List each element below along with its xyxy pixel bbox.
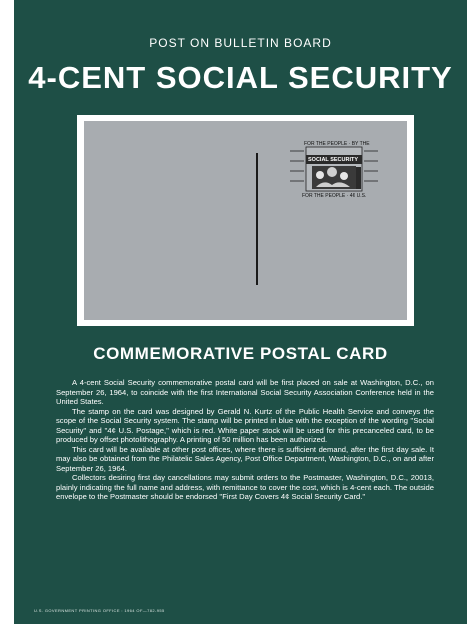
page-title: 4-CENT SOCIAL SECURITY bbox=[28, 60, 453, 95]
postal-card-frame bbox=[77, 115, 414, 326]
printing-office-footer: U.S. GOVERNMENT PRINTING OFFICE : 1964 OF—782-955 bbox=[34, 608, 165, 613]
stamp-middle-text: SOCIAL SECURITY bbox=[308, 157, 359, 163]
postal-card bbox=[84, 121, 407, 320]
paragraph-intro: A 4-cent Social Security commemorative postal card will be first placed on sale at Washington, D.C., on September 26, 1964, to coincide with the first International Social Security Association Conference held in the United States. bbox=[56, 378, 434, 406]
paragraph-first-day-covers: Collectors desiring first day cancellations may submit orders to the Postmaster, Washington, D.C., 20013, plainly indicating the full name and address, with remittance to cover the cost, which is 4-cent each. The outside envelope to the Postmaster should be endorsed ''First Day Covers 4¢ Social Security Card.'' bbox=[56, 473, 434, 501]
paragraph-design: The stamp on the card was designed by Gerald N. Kurtz of the Public Health Service and conveys the scope of the Social Security system. The stamp will be printed in blue with the exception of the wording ''Social Security'' and ''4¢ U.S. Postage,'' which is red. White paper stock will be used for this precanceled card, to be produced by offset photolithography. A printing of 50 million has been authorized. bbox=[56, 406, 434, 444]
stamp-bottom-text: FOR THE PEOPLE · 4¢ U.S. bbox=[302, 193, 367, 199]
body-text bbox=[56, 378, 434, 502]
subtitle: COMMEMORATIVE POSTAL CARD bbox=[93, 344, 388, 363]
stamp-artwork-icon bbox=[290, 141, 378, 201]
post-on-bulletin-board-label: POST ON BULLETIN BOARD bbox=[149, 36, 332, 50]
paragraph-availability: This card will be available at other post offices, where there is sufficient demand, after the first day sale. It may also be obtained from the Philatelic Sales Agency, Post Office Department, Washington, D.C., on and after September 26, 1964. bbox=[56, 444, 434, 473]
stamp-top-text: FOR THE PEOPLE · BY THE bbox=[304, 141, 370, 147]
card-divider-line bbox=[256, 153, 258, 285]
bulletin-poster bbox=[14, 0, 467, 624]
stamp-imprint bbox=[290, 141, 378, 201]
